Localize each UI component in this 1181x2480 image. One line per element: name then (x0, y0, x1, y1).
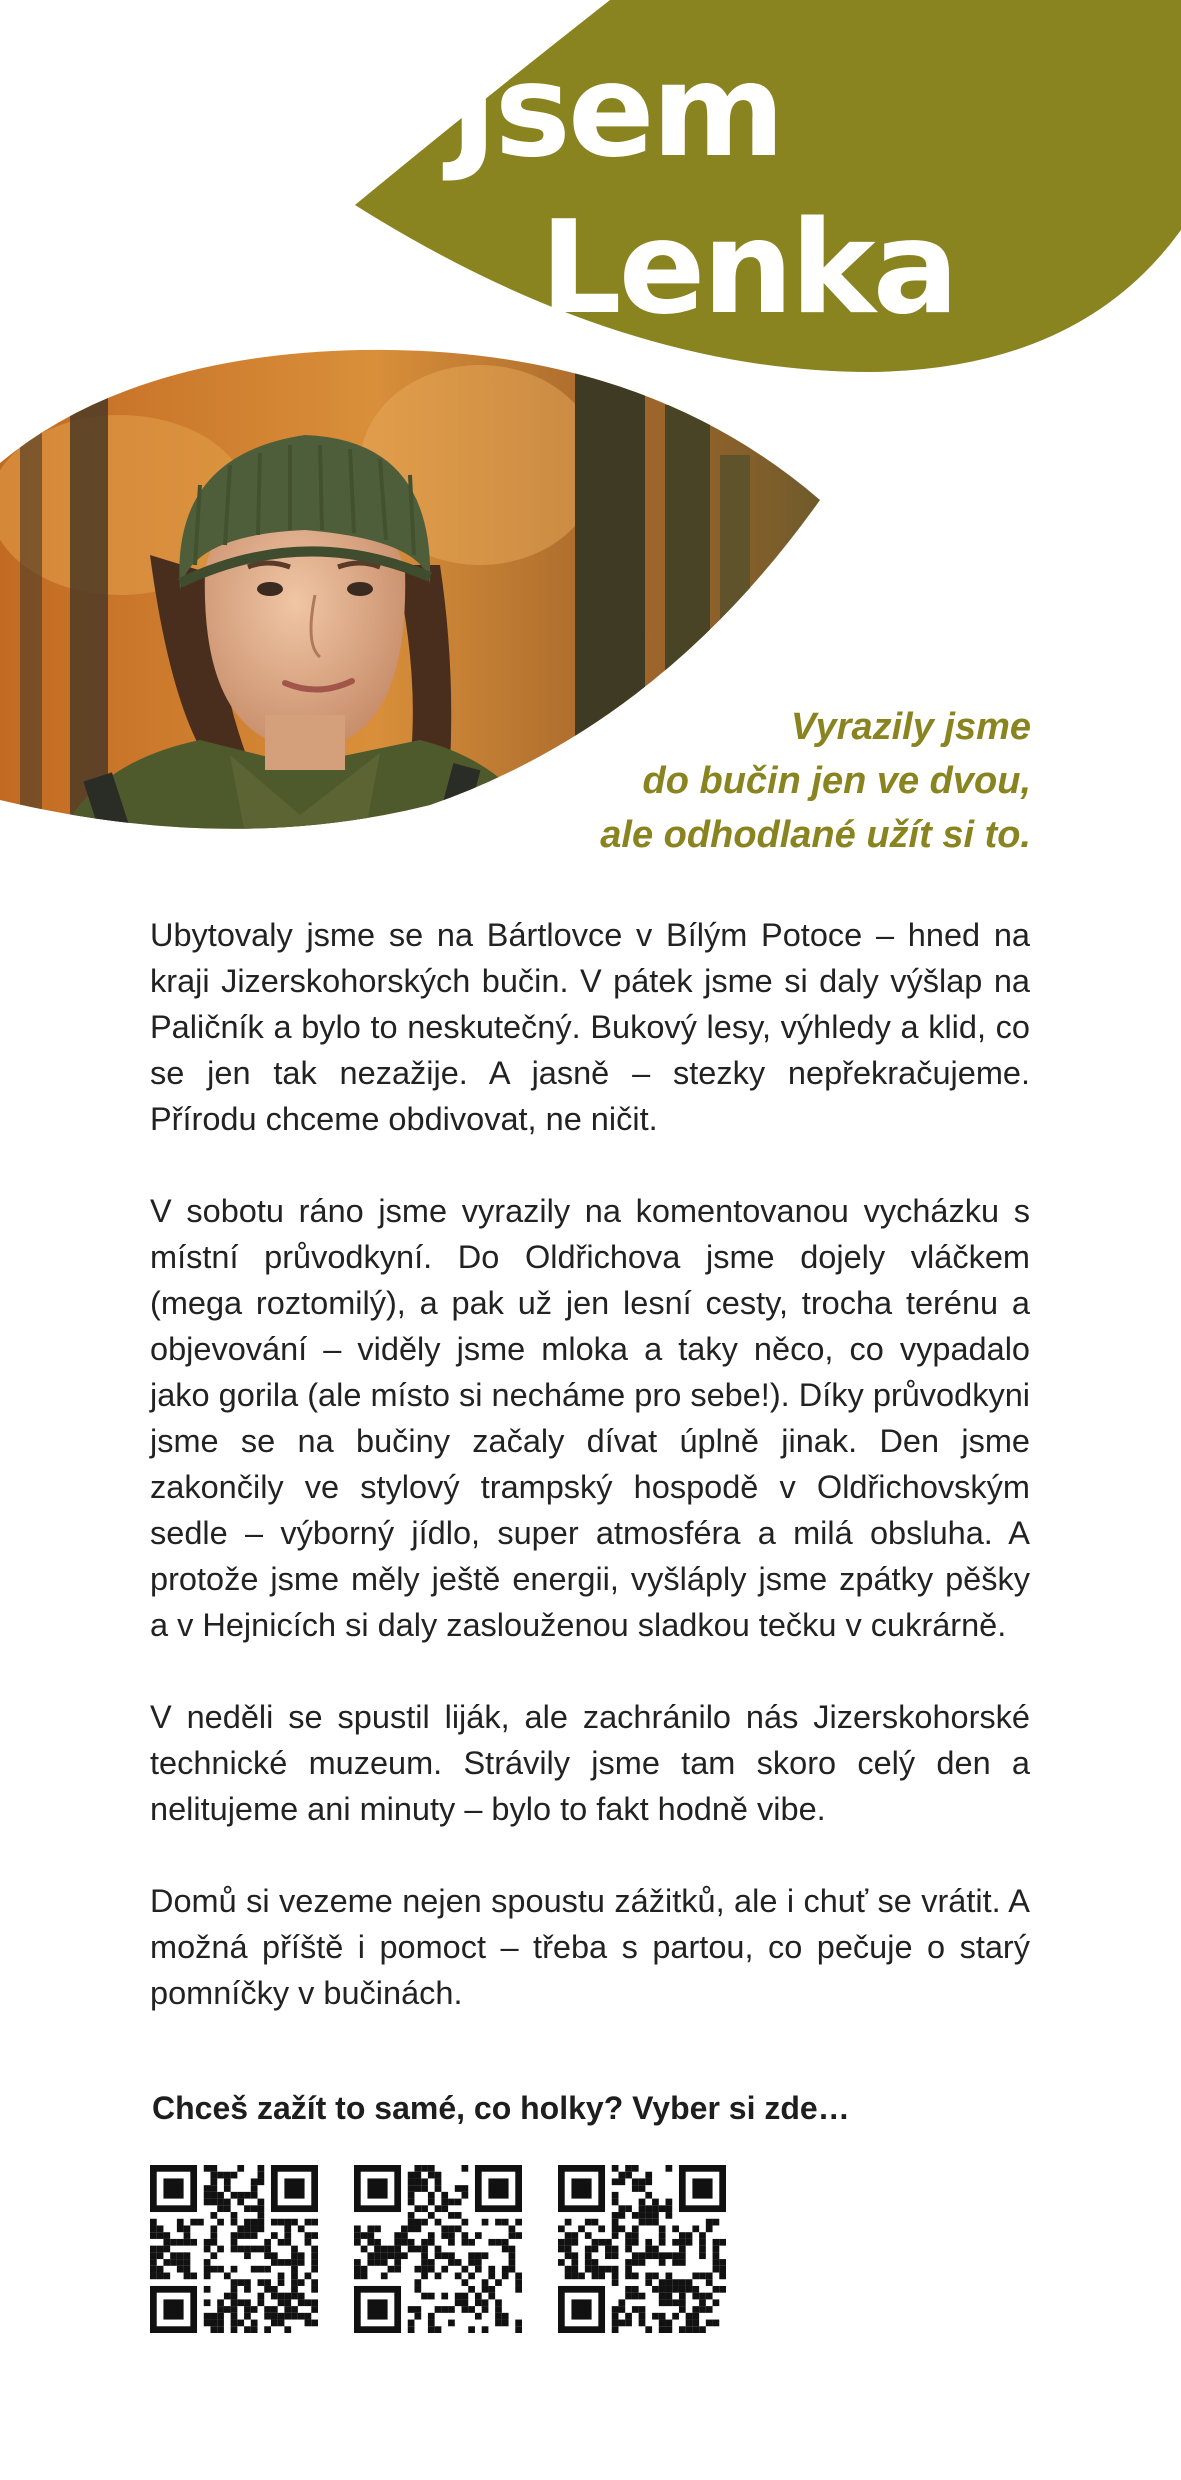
qr-code-icon[interactable] (150, 2165, 318, 2333)
tagline (600, 700, 1031, 862)
qr-code-icon[interactable] (354, 2165, 522, 2333)
paragraph: V sobotu ráno jsme vyrazily na komentovanou vycházku s místní průvodkyní. Do Oldřichova jsme dojely vláčkem (mega roztomilý), a pak už jen lesní cesty, trocha terénu a objevování – viděly jsme mloka a taky něco, co vypadalo jako gorila (ale místo si necháme pro sebe!). Díky průvodkyni jsme se na bučiny začaly dívat úplně jinak. Den jsme zakončily ve stylový trampský hospodě v Oldřichovským sedle – výborný jídlo, super atmosféra a milá obsluha. A protože jsme měly ještě energii, vyšláply jsme zpátky pěšky a v Hejnicích si daly zaslouženou sladkou tečku v cukrárně. (150, 1193, 1030, 1643)
paragraph: V neděli se spustil liják, ale zachránilo nás Jizerskohorské technické muzeum. Strávily jsme tam skoro celý den a nelitujeme ani minuty – bylo to fakt hodně vibe. (150, 1699, 1030, 1827)
call-to-action: Chceš zažít to samé, co holky? Vyber si zde… (152, 2090, 850, 2126)
paragraph: Ubytovaly jsme se na Bártlovce v Bílým Potoce – hned na kraji Jizerskohorských bučin. V pátek jsme si daly výšlap na Paličník a bylo to neskutečný. Bukový lesy, výhledy a klid, co se jen tak nezažije. A jasně – stezky nepřekračujeme. Přírodu chceme obdivovat, ne ničit. (150, 917, 1030, 1137)
paragraph: Domů si vezeme nejen spoustu zážitků, ale i chuť se vrátit. A možná příště i pomoct – třeba s partou, co pečuje o starý pomníčky v bučinách. (150, 1883, 1030, 2011)
tagline-line: Vyrazily jsme (790, 706, 1031, 748)
qr-code-icon[interactable] (558, 2165, 726, 2333)
tagline-line: ale odhodlané užít si to. (600, 814, 1031, 856)
qr-code-row (150, 2165, 726, 2333)
page-title-line2: Lenka (540, 194, 956, 343)
page-title-line1: Jsem (450, 37, 782, 186)
tagline-line: do bučin jen ve dvou, (642, 760, 1031, 802)
article-body (150, 912, 1030, 2062)
